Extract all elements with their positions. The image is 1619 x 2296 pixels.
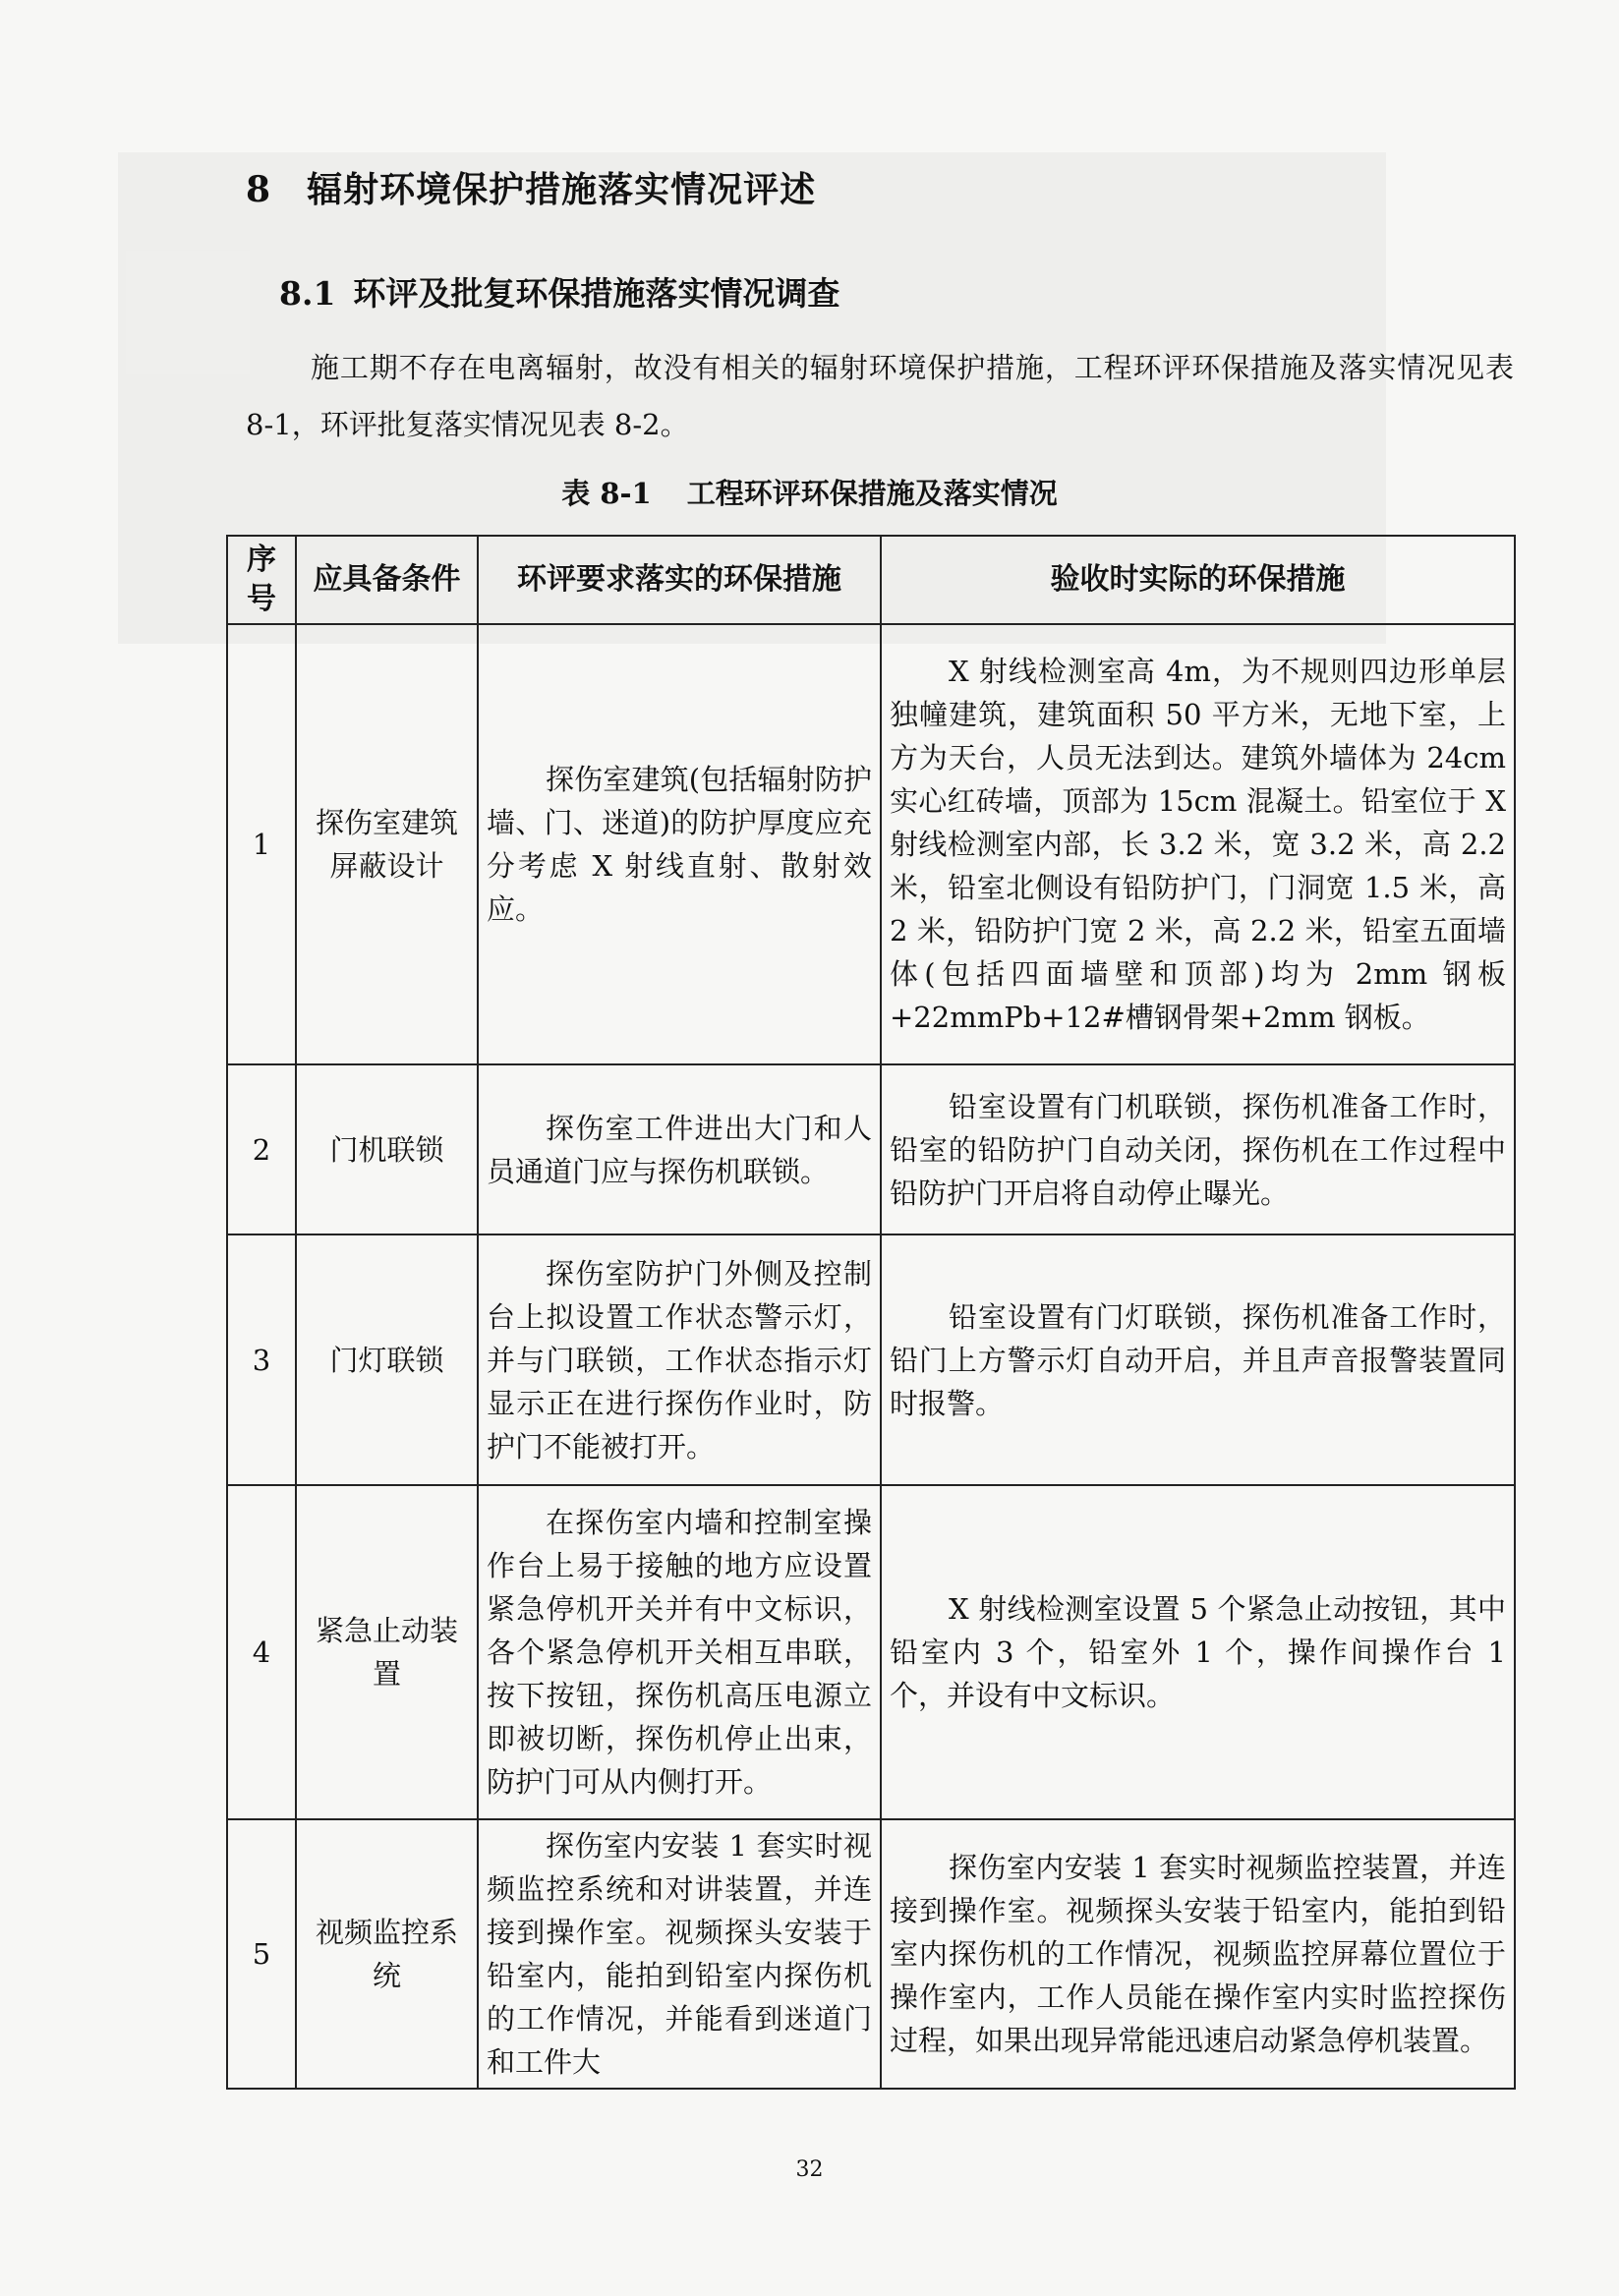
row-actual: X 射线检测室高 4m，为不规则四边形单层独幢建筑，建筑面积 50 平方米，无地下室，上方为天台，人员无法到达。建筑外墙体为 24cm 实心红砖墙，顶部为 15cm 混凝土。铅室位于 X 射线检测室内部，长 3.2 米，宽 3.2 米，高 2.2 米，铅室北侧设有铅防护门，门洞宽 1.5 米，高 2 米，铅防护门宽 2 米，高 2.2 米，铅室五面墙体(包括四面墙壁和顶部)均为 2mm 钢板+22mmPb+12#槽钢骨架+2mm 钢板。 bbox=[881, 624, 1515, 1064]
section-title: 环评及批复环保措施落实情况调查 bbox=[353, 274, 840, 313]
row-required: 探伤室内安装 1 套实时视频监控系统和对讲装置，并连接到操作室。视频探头安装于铅室内，能拍到铅室内探伤机的工作情况，并能看到迷道门和工件大 bbox=[478, 1819, 881, 2089]
header-required: 环评要求落实的环保措施 bbox=[478, 536, 881, 624]
row-actual: 铅室设置有门机联锁，探伤机准备工作时，铅室的铅防护门自动关闭，探伤机在工作过程中铅防护门开启将自动停止曝光。 bbox=[881, 1064, 1515, 1234]
table-row bbox=[227, 1819, 1515, 2089]
row-required: 探伤室建筑(包括辐射防护墙、门、迷道)的防护厚度应充分考虑 X 射线直射、散射效应。 bbox=[478, 624, 881, 1064]
row-required: 探伤室工件进出大门和人员通道门应与探伤机联锁。 bbox=[478, 1064, 881, 1234]
page-number: 32 bbox=[795, 2157, 824, 2182]
section-number: 8.1 bbox=[279, 274, 336, 313]
row-item: 视频监控系统 bbox=[296, 1819, 478, 2089]
table-row bbox=[227, 1485, 1515, 1819]
row-item: 门灯联锁 bbox=[296, 1234, 478, 1485]
section-heading bbox=[279, 268, 839, 315]
table-row bbox=[227, 1064, 1515, 1234]
row-item: 门机联锁 bbox=[296, 1064, 478, 1234]
table-caption-number: 表 8-1 bbox=[561, 477, 652, 510]
row-required: 探伤室防护门外侧及控制台上拟设置工作状态警示灯，并与门联锁，工作状态指示灯显示正在进行探伤作业时，防护门不能被打开。 bbox=[478, 1234, 881, 1485]
chapter-title: 辐射环境保护措施落实情况评述 bbox=[307, 169, 817, 210]
row-actual: 探伤室内安装 1 套实时视频监控装置，并连接到操作室。视频探头安装于铅室内，能拍到铅室内探伤机的工作情况，视频监控屏幕位置位于操作室内，工作人员能在操作室内实时监控探伤过程，如果出现异常能迅速启动紧急停机装置。 bbox=[881, 1819, 1515, 2089]
chapter-heading bbox=[246, 162, 816, 212]
header-no: 序号 bbox=[227, 536, 296, 624]
table-header-row bbox=[227, 536, 1515, 624]
table-caption bbox=[0, 472, 1619, 512]
intro-paragraph: 施工期不存在电离辐射，故没有相关的辐射环境保护措施，工程环评环保措施及落实情况见表 8-1，环评批复落实情况见表 8-2。 bbox=[246, 351, 1514, 441]
row-actual: X 射线检测室设置 5 个紧急止动按钮，其中铅室内 3 个，铅室外 1 个，操作间操作台 1 个，并设有中文标识。 bbox=[881, 1485, 1515, 1819]
measures-table bbox=[226, 535, 1516, 2090]
row-required: 在探伤室内墙和控制室操作台上易于接触的地方应设置紧急停机开关并有中文标识，各个紧急停机开关相互串联，按下按钮，探伤机高压电源立即被切断，探伤机停止出束，防护门可从内侧打开。 bbox=[478, 1485, 881, 1819]
row-no: 1 bbox=[227, 624, 296, 1064]
chapter-number: 8 bbox=[246, 169, 272, 210]
row-item: 探伤室建筑屏蔽设计 bbox=[296, 624, 478, 1064]
row-no: 2 bbox=[227, 1064, 296, 1234]
row-no: 5 bbox=[227, 1819, 296, 2089]
table-caption-title: 工程环评环保措施及落实情况 bbox=[686, 477, 1058, 510]
row-actual: 铅室设置有门灯联锁，探伤机准备工作时，铅门上方警示灯自动开启，并且声音报警装置同时报警。 bbox=[881, 1234, 1515, 1485]
row-no: 4 bbox=[227, 1485, 296, 1819]
row-no: 3 bbox=[227, 1234, 296, 1485]
row-item: 紧急止动装置 bbox=[296, 1485, 478, 1819]
table-row bbox=[227, 624, 1515, 1064]
table-row bbox=[227, 1234, 1515, 1485]
header-item: 应具备条件 bbox=[296, 536, 478, 624]
header-actual: 验收时实际的环保措施 bbox=[881, 536, 1515, 624]
